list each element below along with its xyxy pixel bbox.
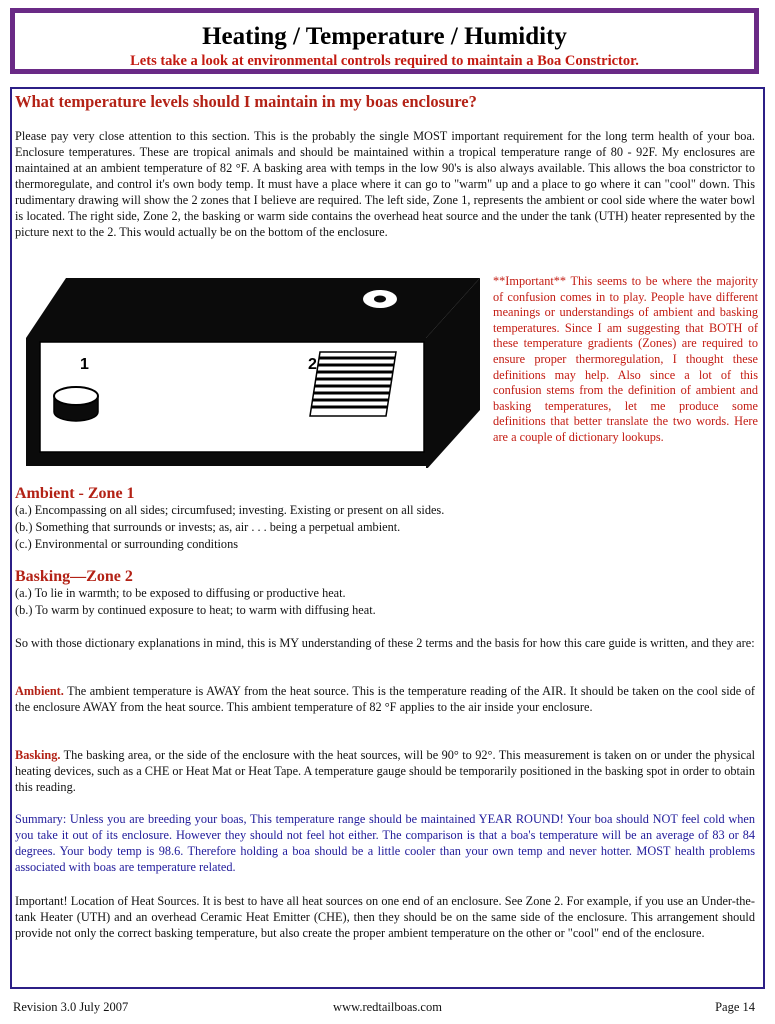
basking-heading: Basking—Zone 2 xyxy=(15,568,133,585)
ambient-definitions xyxy=(15,502,755,553)
footer-page-number: Page 14 xyxy=(715,1000,755,1014)
footer-url: www.redtailboas.com xyxy=(333,1000,442,1014)
basking-definition-paragraph xyxy=(15,747,755,795)
ambient-def-label: Ambient. xyxy=(15,684,64,698)
important-note: **Important** This seems to be where the majority of confusion comes in to play. People have different meanings or understandings of ambient and basking temperatures. Since I am suggesting that BOTH of these temperature gradients (Zones) are required to ensure proper thermoregulation, I thought these definitions may help. Also since a lot of this confusion stems from the definition of ambient and basking temperatures, let me produce some definitions that better translate the two words. Here are a couple of dictionary lookups. xyxy=(493,274,758,444)
footer-revision: Revision 3.0 July 2007 xyxy=(13,1000,129,1014)
zone1-label: 1 xyxy=(80,356,89,373)
basking-definitions xyxy=(15,585,755,619)
title-box xyxy=(10,8,759,74)
summary-paragraph: Summary: Unless you are breeding your boas, This temperature range should be maintained YEAR ROUND! Your boa should NOT feel cold when you take it out of its enclosure. However they should not feel hot either. The comparison is that a boa's temperature will be an average of 83 or 84 degrees. Your body temp is 98.6. Therefore holding a boa should be a little cooler than your own temp and never hotter. MOST health problems associated with boas are temperature related. xyxy=(15,812,755,874)
zone2-label: 2 xyxy=(308,356,317,373)
ambient-heading: Ambient - Zone 1 xyxy=(15,485,135,502)
basking-def-a: (a.) To lie in warmth; to be exposed to diffusing or productive heat. xyxy=(15,586,346,600)
heat-sources-paragraph: Important! Location of Heat Sources. It is best to have all heat sources on one end of an enclosure. See Zone 2. For example, if you use an Under-the-tank Heater (UTH) and an overhead Ceramic Heat Emitter (CHE), then they should be on the same side of the enclosure. This arrangement should provide not only the correct basking temperature, but also create the proper ambient temperature on the other or "cool" end of the enclosure. xyxy=(15,894,755,940)
ambient-def-b: (b.) Something that surrounds or invests; as, air . . . being a perpetual ambient. xyxy=(15,520,401,534)
understanding-paragraph: So with those dictionary explanations in mind, this is MY understanding of these 2 terms and the basis for how this care guide is written, and they are: xyxy=(15,636,755,650)
ambient-def-text: The ambient temperature is AWAY from the heat source. This is the temperature reading of the AIR. It should be taken on the cool side of the enclosure AWAY from the heat source. This ambient temperature of 82 °F applies to the air inside your enclosure. xyxy=(15,684,755,714)
under-tank-heater-icon xyxy=(310,352,396,416)
enclosure-top xyxy=(26,278,480,338)
ambient-def-c: (c.) Environmental or surrounding conditions xyxy=(15,537,239,551)
section-question: What temperature levels should I maintain in my boas enclosure? xyxy=(15,92,477,111)
basking-def-label: Basking. xyxy=(15,748,61,762)
water-bowl-icon xyxy=(54,387,98,421)
enclosure-diagram xyxy=(18,268,488,468)
page-title: Heating / Temperature / Humidity xyxy=(202,23,567,50)
basking-def-text: The basking area, or the side of the enclosure with the heat sources, will be 90° to 92°. This measurement is taken on or under the physical heating devices, such as a CHE or Heat Mat or Heat Tape. A temperature gauge should be temporarily positioned in the basking spot in order to obtain this reading. xyxy=(15,748,755,794)
ambient-definition-paragraph xyxy=(15,683,755,715)
intro-paragraph: Please pay very close attention to this section. This is the probably the single MOST important requirement for the long term health of your boa. Enclosure temperatures. These are tropical animals and should be maintained within a tropical temperature range of 80 - 92F. My enclosures are maintained at an ambient temperature of 82 °F. A basking area with temps in the low 90's is also always available. This allows the boa constrictor to thermoregulate, and control it's own body temp. It must have a place where it can go to "warm" up and a place to go where it can "cool" down. This rudimentary drawing will show the 2 zones that I believe are required. The left side, Zone 1, represents the ambient or cool side where the water bowl is located. The right side, Zone 2, the basking or warm side contains the overhead heat source and the under the tank (UTH) heater represented by the picture next to the 2. This would actually be on the bottom of the enclosure. xyxy=(15,129,755,239)
ambient-def-a: (a.) Encompassing on all sides; circumfused; investing. Existing or present on all sides. xyxy=(15,503,445,517)
basking-def-b: (b.) To warm by continued exposure to heat; to warm with diffusing heat. xyxy=(15,603,376,617)
page-subtitle: Lets take a look at environmental controls required to maintain a Boa Constrictor. xyxy=(130,53,639,69)
